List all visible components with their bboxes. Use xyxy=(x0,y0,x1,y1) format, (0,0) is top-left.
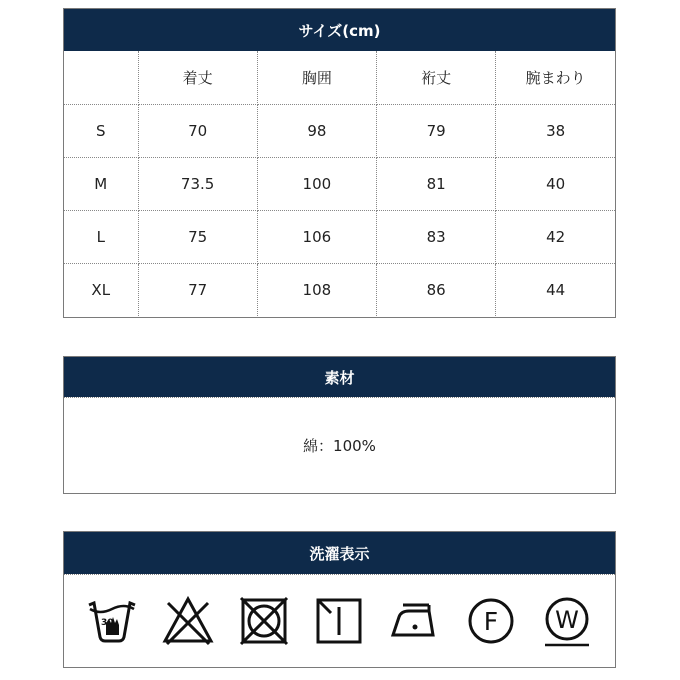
column-header-sleeve-length: 裄丈 xyxy=(377,51,496,104)
size-chart-panel xyxy=(63,8,616,318)
dry-clean-f-icon xyxy=(465,595,517,647)
table-cell: 73.5 xyxy=(138,157,257,210)
size-label: L xyxy=(64,210,138,263)
table-cell: 70 xyxy=(138,104,257,157)
hand-wash-icon xyxy=(86,595,138,647)
no-bleach-icon xyxy=(162,595,214,647)
size-label: M xyxy=(64,157,138,210)
size-chart-title: サイズ(cm) xyxy=(64,9,615,51)
material-title: 素材 xyxy=(64,357,615,397)
table-cell: 86 xyxy=(377,263,496,316)
material-text: 綿：100% xyxy=(64,397,615,493)
svg-text:30: 30 xyxy=(100,618,114,628)
table-cell: 44 xyxy=(546,280,566,299)
table-cell: 106 xyxy=(257,210,376,263)
no-tumble-dry-icon xyxy=(238,595,290,647)
table-cell: 77 xyxy=(138,263,257,316)
table-cell: 81 xyxy=(377,157,496,210)
column-header-length: 着丈 xyxy=(138,51,257,104)
size-label: XL xyxy=(64,263,138,316)
column-header xyxy=(64,51,138,104)
table-cell: 42 xyxy=(496,210,615,263)
table-row xyxy=(64,104,615,157)
line-dry-icon xyxy=(313,595,365,647)
care-label-panel xyxy=(63,531,616,668)
size-label: S xyxy=(64,104,138,157)
column-header-arm-circumference: 腕まわり xyxy=(496,51,615,104)
wet-clean-w-icon xyxy=(541,595,593,647)
table-cell: 38 xyxy=(496,104,615,157)
size-table xyxy=(64,51,615,316)
iron-low-icon xyxy=(389,595,441,647)
table-cell: 79 xyxy=(377,104,496,157)
table-row xyxy=(64,210,615,263)
table-row xyxy=(64,157,615,210)
table-cell: 98 xyxy=(257,104,376,157)
material-panel xyxy=(63,356,616,494)
column-header-chest: 胸囲 xyxy=(257,51,376,104)
svg-text:W: W xyxy=(555,606,579,634)
table-header-row xyxy=(64,51,615,104)
table-cell: 100 xyxy=(257,157,376,210)
table-cell: 83 xyxy=(377,210,496,263)
care-label-title: 洗濯表示 xyxy=(64,532,615,574)
table-row xyxy=(64,263,615,316)
table-cell: 108 xyxy=(257,263,376,316)
care-icons-row xyxy=(64,574,615,667)
table-cell: 75 xyxy=(138,210,257,263)
table-cell: 40 xyxy=(496,157,615,210)
svg-text:F: F xyxy=(483,607,499,636)
